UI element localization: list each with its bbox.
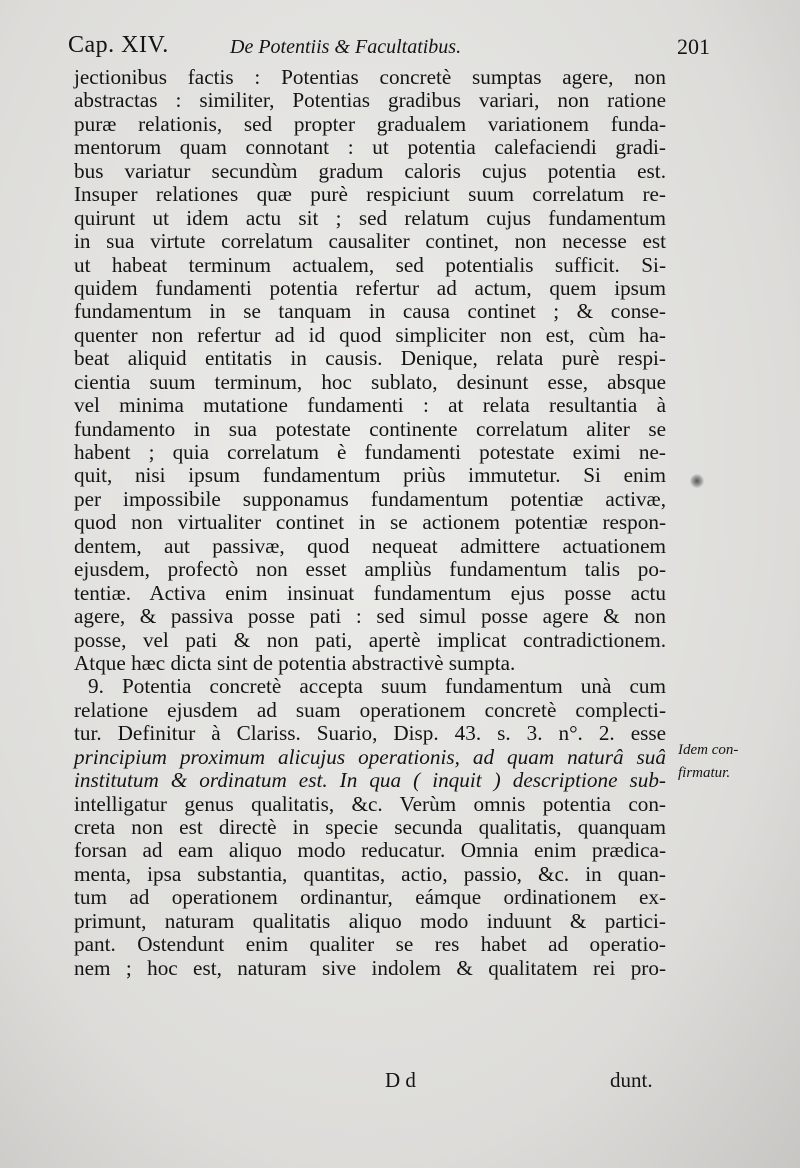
running-head [68,28,718,68]
text-line: institutum & ordinatum est. In qua ( inquit ) descriptione sub- [74,768,666,793]
text-line: tentiæ. Activa enim insinuat fundamentum ejus posse actu [74,580,666,605]
text-line: jectionibus factis : Potentias concretè sumptas agere, non [74,65,666,89]
page-number: 201 [677,34,710,59]
text-line: per impossibile supponamus fundamentum potentiæ activæ, [74,486,666,511]
text-line: mentorum quam connotant : ut potentia calefaciendi gradi- [74,135,666,160]
text-line: forsan ad eam aliquo modo reducatur. Omnia enim prædica- [74,838,666,863]
chapter-label: Cap. XIV. [68,32,169,58]
signature-mark: D d [385,1068,416,1092]
text-line: dentem, aut passivæ, quod nequeat admittere actuationem [74,533,666,558]
text-line: ut habeat terminum actualem, sed potentialis sufficit. Si- [74,252,666,277]
text-line: in sua virtute correlatum causaliter continet, non necesse est [74,229,666,254]
text-line: ejusdem, profectò non esset ampliùs fundamentum talis po- [74,557,666,582]
text-line: creta non est directè in specie secunda qualitatis, quanquam [74,815,666,839]
text-line: fundamentum in se tanquam in causa continet ; & conse- [74,299,666,324]
text-line: abstractas : similiter, Potentias gradibus variari, non ratione [74,88,666,113]
text-line: menta, ipsa substantia, quantitas, actio, passio, &c. in quan- [74,861,666,886]
text-line: Insuper relationes quæ purè respiciunt suum correlatum re- [74,182,666,207]
text-line: relatione ejusdem ad suam operationem concretè complecti- [74,697,666,722]
text-line: beat aliquid entitatis in causis. Denique, relata purè respi- [74,346,666,371]
text-line: bus variatur secundùm gradum caloris cujus potentia est. [74,158,666,183]
text-line: quenter non refertur ad id quod simpliciter non est, cùm ha- [74,322,666,347]
text-line: vel minima mutatione fundamenti : at relata resultantia à [74,393,666,418]
text-line: agere, & passiva posse pati : sed simul posse agere & non [74,604,666,629]
catchword: dunt. [610,1068,653,1092]
text-line: puræ relationis, sed propter gradualem variationem funda- [74,111,666,136]
text-line: cientia suum terminum, hoc sublato, desinunt esse, absque [74,369,666,394]
text-line: tum ad operationem ordinantur, eámque ordinationem ex- [74,885,666,910]
text-line: habent ; quia correlatum è fundamenti potestate eximi ne- [74,440,666,464]
text-line: quidem fundamenti potentia refertur ad actum, quem ipsum [74,275,666,300]
text-line: principium proximum alicujus operationis, ad quam naturâ suâ [74,744,666,769]
text-line: posse, vel pati & non pati, apertè implicat contradictionem. [74,627,666,652]
text-line: fundamento in sua potestate continente correlatum aliter se [74,416,666,441]
ink-spot [690,474,704,488]
margin-note-line: Idem con- [678,742,739,758]
running-title: De Potentiis & Facultatibus. [230,36,462,58]
text-line: nem ; hoc est, naturam sive indolem & qualitatem rei pro- [74,955,666,980]
text-line: Atque hæc dicta sint de potentia abstractivè sumpta. [74,650,516,675]
text-line: intelligatur genus qualitatis, &c. Verùm omnis potentia con- [74,791,666,816]
margin-note-line: firmatur. [678,765,731,781]
body-text [74,66,666,980]
text-line: pant. Ostendunt enim qualiter se res habet ad operatio- [74,932,666,957]
text-line: primunt, naturam qualitatis aliquo modo induunt & partici- [74,908,666,933]
margin-note [678,739,794,785]
text-line: quod non virtualiter continet in se actionem potentiæ respon- [74,510,666,535]
text-line: tur. Definitur à Clariss. Suario, Disp. 43. s. 3. n°. 2. esse [74,721,666,746]
text-line: quirunt ut idem actu sit ; sed relatum cujus fundamentum [74,205,666,230]
text-line: quit, nisi ipsum fundamentum priùs immutetur. Si enim [74,463,666,488]
text-line: 9. Potentia concretè accepta suum fundamentum unà cum [88,674,666,699]
